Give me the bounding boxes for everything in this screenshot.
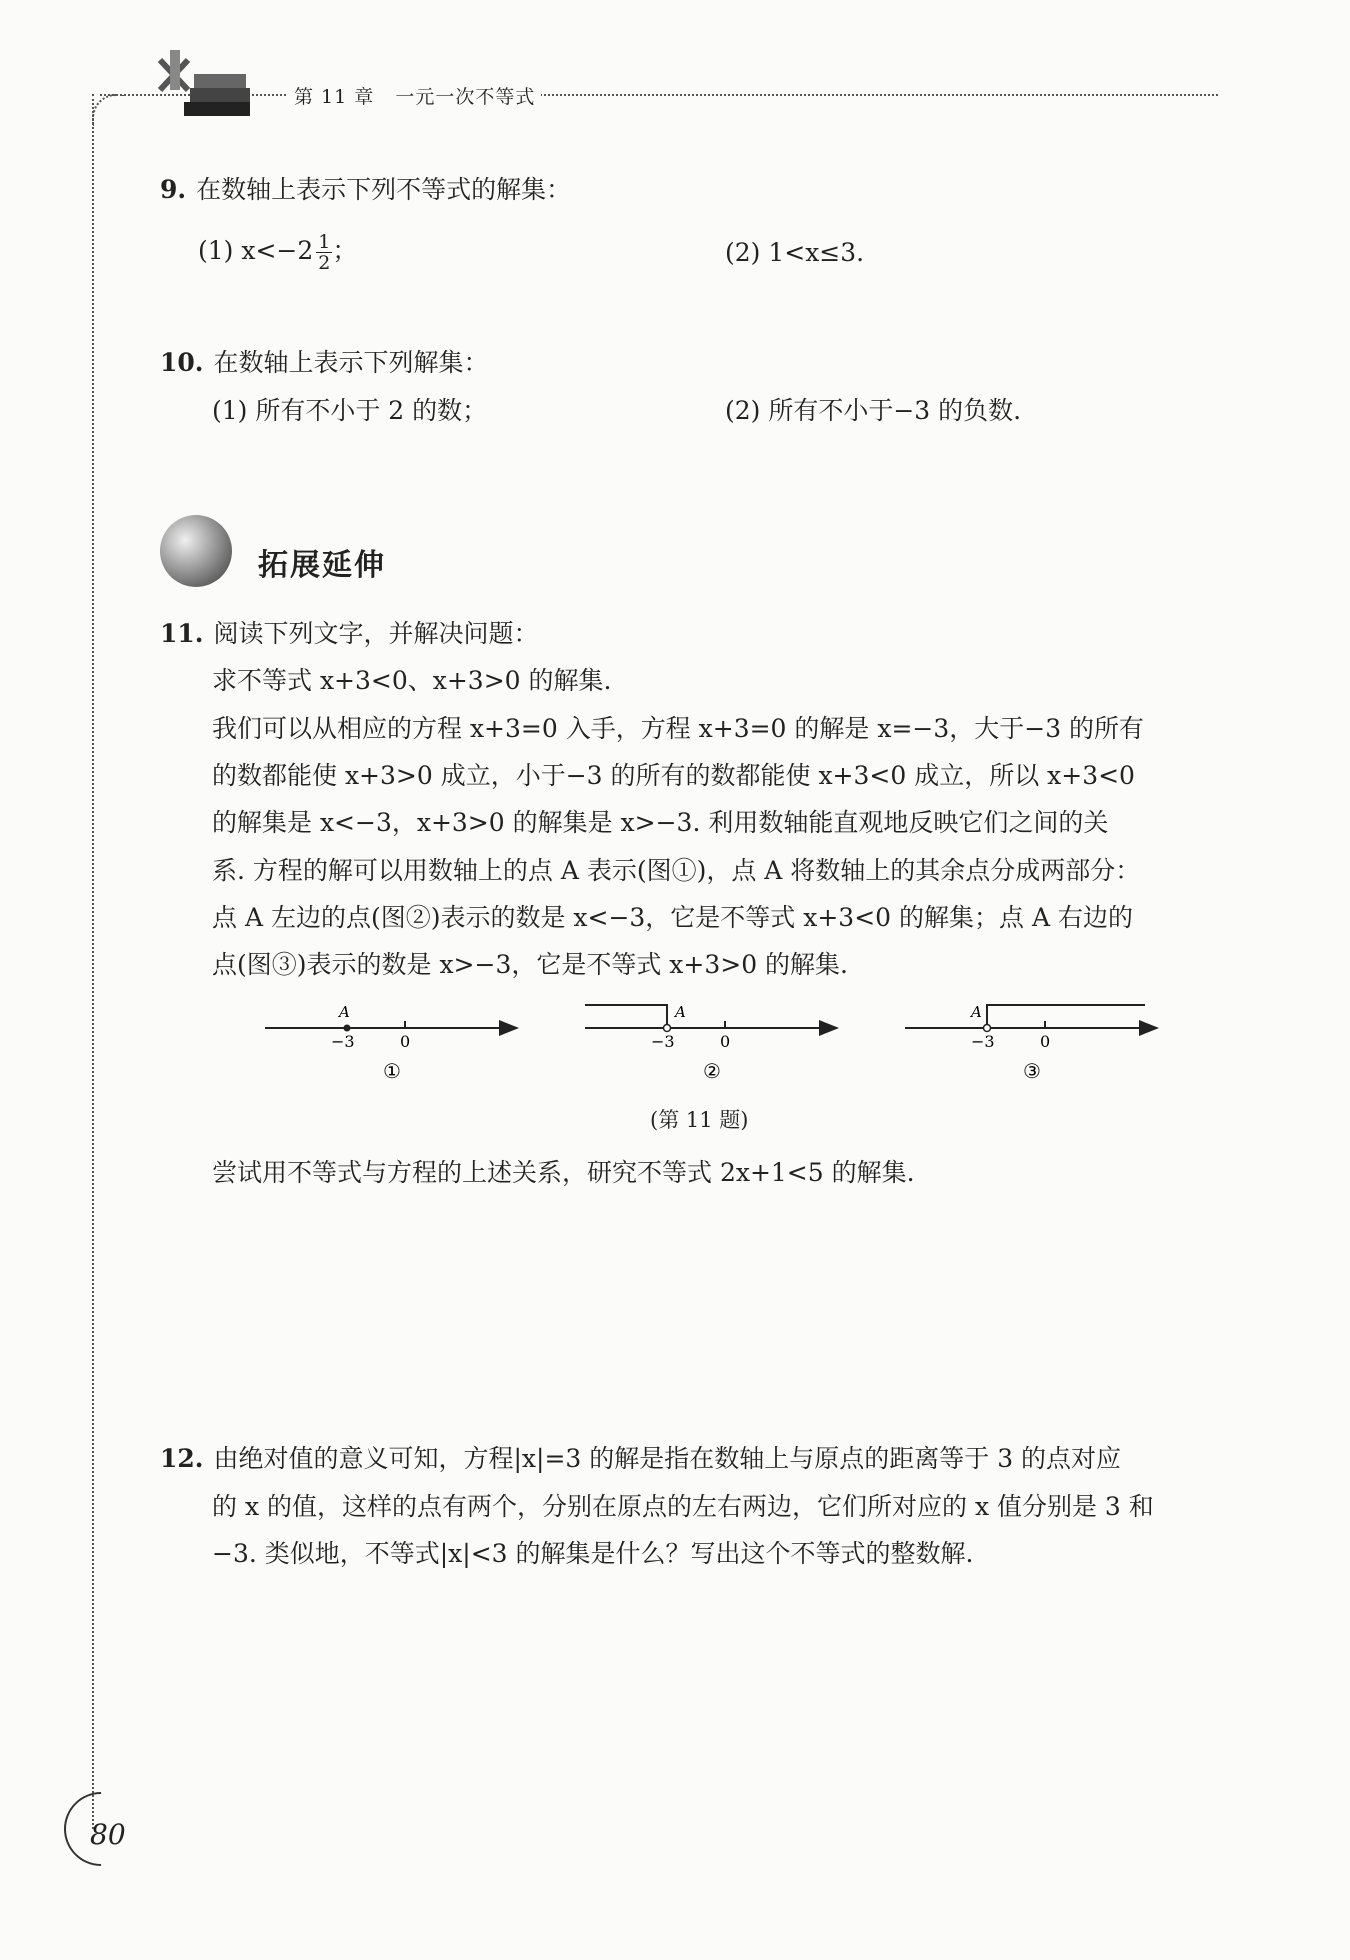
- section-title: 拓展延伸: [258, 548, 386, 583]
- figure-label-3: ③: [1023, 1059, 1041, 1083]
- point-label: A: [971, 1003, 982, 1021]
- header-dotted-line: [100, 94, 1218, 96]
- tick-label-0: 0: [720, 1032, 731, 1051]
- number-line-figure-2: [585, 1003, 837, 1083]
- section-globe-icon: [160, 515, 232, 587]
- q11-line-3: 的数都能使 x+3>0 成立，小于−3 的所有的数都能使 x+3<0 成立，所以 x+3<0: [212, 761, 1135, 790]
- q11-line-4: 的解集是 x<−3，x+3>0 的解集是 x>−3. 利用数轴能直观地反映它们之间的关: [212, 808, 1109, 837]
- tick-label-neg3: −3: [971, 1032, 995, 1051]
- figure-caption: (第 11 题): [650, 1108, 749, 1132]
- point-label: A: [675, 1003, 686, 1021]
- q11-number: 11.: [160, 619, 204, 648]
- q11-line-5: 系. 方程的解可以用数轴上的点 A 表示(图①)，点 A 将数轴上的其余点分成两部分：: [212, 856, 1141, 885]
- number-line-figure-3: [905, 1003, 1157, 1083]
- point-label: A: [339, 1003, 350, 1021]
- books-icon: [150, 50, 260, 130]
- q10-text: 在数轴上表示下列解集：: [213, 348, 489, 377]
- fraction: [316, 232, 332, 273]
- q9-part1-end: ；: [332, 236, 358, 265]
- q10-stem: [160, 346, 489, 380]
- figure-label-1: ①: [383, 1059, 401, 1083]
- figure-label-2: ②: [703, 1059, 721, 1083]
- q11-line-6: 点 A 左边的点(图②)表示的数是 x<−3，它是不等式 x+3<0 的解集；点 A 右边的: [212, 903, 1133, 932]
- q11-stem: [160, 617, 539, 651]
- tick-label-neg3: −3: [651, 1032, 675, 1051]
- q9-part1-text: (1) x<−2: [198, 236, 314, 265]
- q10-part2: (2) 所有不小于−3 的负数.: [725, 396, 1022, 425]
- q9-text: 在数轴上表示下列不等式的解集：: [196, 175, 572, 204]
- tick-label-0: 0: [1040, 1032, 1051, 1051]
- q12-line-3: −3. 类似地，不等式|x|<3 的解集是什么？写出这个不等式的整数解.: [212, 1539, 974, 1568]
- side-dotted-line: [92, 94, 94, 1829]
- running-header: [288, 82, 541, 109]
- q12-text-1: 由绝对值的意义可知，方程|x|=3 的解是指在数轴上与原点的距离等于 3 的点对应: [213, 1444, 1122, 1473]
- tick-label-0: 0: [400, 1032, 411, 1051]
- q9-number: 9.: [160, 175, 187, 204]
- q12-line-1: [160, 1442, 1121, 1476]
- q9-stem: [160, 173, 571, 207]
- chapter-title: 一元一次不等式: [395, 86, 536, 108]
- q12-line-2: 的 x 的值，这样的点有两个，分别在原点的左右两边，它们所对应的 x 值分别是 3 和: [212, 1492, 1154, 1521]
- q11-line-7: 点(图③)表示的数是 x>−3，它是不等式 x+3>0 的解集.: [212, 950, 849, 979]
- q11-task: 尝试用不等式与方程的上述关系，研究不等式 2x+1<5 的解集.: [212, 1158, 915, 1187]
- q11-text: 阅读下列文字，并解决问题：: [213, 619, 539, 648]
- tick-label-neg3: −3: [331, 1032, 355, 1051]
- q9-part2: (2) 1<x≤3.: [725, 238, 865, 267]
- q10-number: 10.: [160, 348, 204, 377]
- q11-line-1: 求不等式 x+3<0、x+3>0 的解集.: [212, 666, 612, 695]
- q12-number: 12.: [160, 1444, 204, 1473]
- q11-line-2: 我们可以从相应的方程 x+3=0 入手，方程 x+3=0 的解是 x=−3，大于−3 的所有: [212, 714, 1145, 743]
- q10-part1: (1) 所有不小于 2 的数；: [212, 396, 488, 425]
- page-number: 80: [90, 1818, 126, 1851]
- q9-part1: [198, 232, 357, 273]
- fraction-numerator: 1: [318, 231, 331, 253]
- number-line-figures: [255, 995, 1185, 1095]
- header-corner-line: [92, 94, 124, 126]
- fraction-denominator: 2: [318, 252, 331, 274]
- number-line-figure-1: [265, 1003, 517, 1083]
- chapter-number: 第 11 章: [294, 86, 375, 108]
